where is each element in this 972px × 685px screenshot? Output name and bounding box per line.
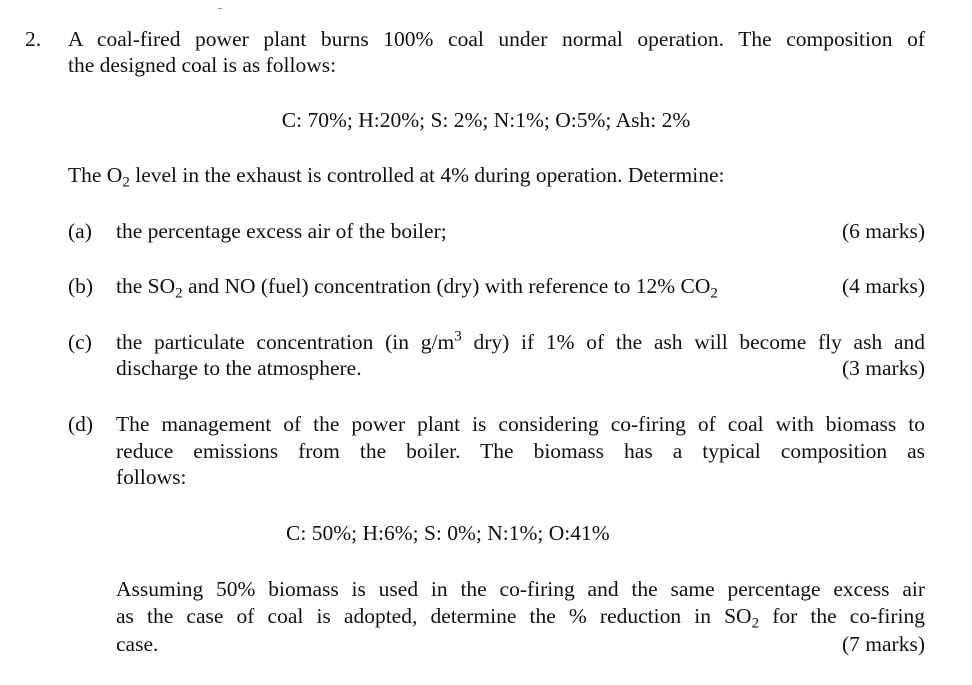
part-c-marks: (3 marks): [842, 356, 925, 380]
intro-line-2: the designed coal is as follows:: [68, 53, 337, 77]
o2-statement: The $O_2$ level in the exhaust is controlled at 4% during operation. Determine:: [68, 163, 725, 191]
part-c-line-2: discharge to the atmosphere.: [116, 356, 362, 380]
part-a-text: the percentage excess air of the boiler;: [116, 219, 447, 243]
part-d-para2-line-1: Assuming 50% biomass is used in the co-firing and the same percentage excess air: [116, 577, 925, 601]
part-d-label: (d): [68, 412, 94, 436]
part-c-label: (c): [68, 330, 92, 354]
part-b-marks: (4 marks): [842, 274, 925, 298]
part-a-marks: (6 marks): [842, 219, 925, 243]
scan-mark: [217, 8, 223, 11]
part-b-text: the $SO_2$ and NO (fuel) concentration (dry) with reference to 12% $CO_2$: [116, 274, 718, 302]
question-number: 2.: [25, 27, 42, 51]
part-d-marks: (7 marks): [842, 632, 925, 656]
part-d-para2-line-3: case.: [116, 632, 159, 656]
part-d-line-2: reduce emissions from the boiler. The biomass has a typical composition as: [116, 439, 925, 463]
coal-composition: C: 70%; H:20%; S: 2%; N:1%; O:5%; Ash: 2%: [281, 108, 691, 132]
part-a-label: (a): [68, 219, 92, 243]
part-b-label: (b): [68, 274, 94, 298]
intro-line-1: A coal-fired power plant burns 100% coal under normal operation. The composition of: [68, 27, 925, 51]
part-c-line-1: the particulate concentration (in $g/m^3$ dry) if 1% of the ash will become fly ash and: [116, 328, 925, 354]
part-d-line-1: The management of the power plant is considering co-firing of coal with biomass to: [116, 412, 925, 436]
part-d-line-3: follows:: [116, 465, 187, 489]
part-d-para2-line-2: as the case of coal is adopted, determine the % reduction in $SO_2$ for the co-firing: [116, 604, 925, 632]
biomass-composition: C: 50%; H:6%; S: 0%; N:1%; O:41%: [286, 521, 610, 545]
